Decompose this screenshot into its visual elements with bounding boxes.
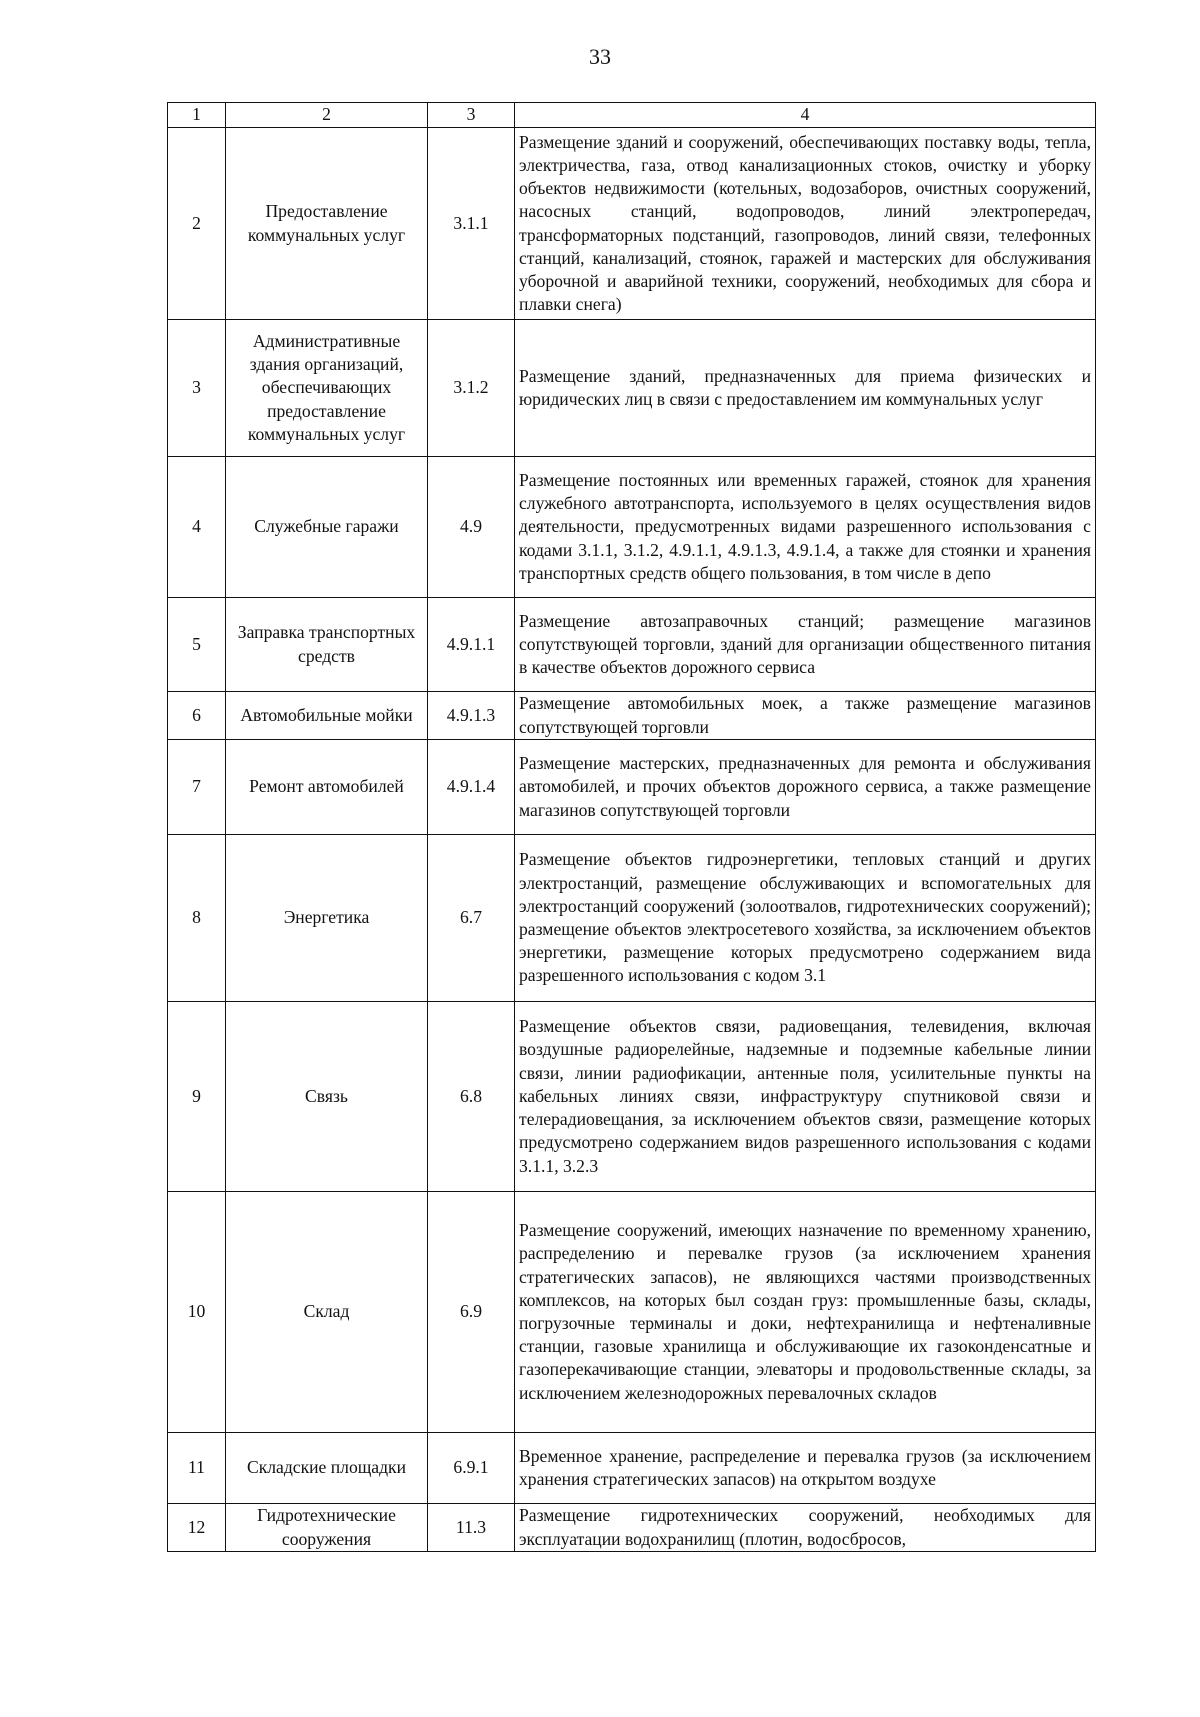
use-name: Склад <box>226 1192 428 1433</box>
row-number: 2 <box>168 128 226 320</box>
use-description: Размещение мастерских, предназначенных для ремонта и обслуживания автомобилей, и прочих объектов дорожного сервиса, а также размещение магазинов сопутствующей торговли <box>515 740 1096 835</box>
use-name: Автомобильные мойки <box>226 692 428 740</box>
table-row <box>168 457 1096 598</box>
row-number: 12 <box>168 1504 226 1552</box>
use-name: Ремонт автомобилей <box>226 740 428 835</box>
table-row <box>168 740 1096 835</box>
table-row <box>168 1504 1096 1552</box>
use-name: Заправка транспортных средств <box>226 598 428 692</box>
row-number: 3 <box>168 320 226 457</box>
use-code: 6.8 <box>428 1002 515 1192</box>
use-code: 4.9.1.4 <box>428 740 515 835</box>
use-description: Размещение автомобильных моек, а также размещение магазинов сопутствующей торговли <box>515 692 1096 740</box>
use-name: Предоставление коммунальных услуг <box>226 128 428 320</box>
use-code: 6.7 <box>428 835 515 1002</box>
use-description: Размещение гидротехнических сооружений, необходимых для эксплуатации водохранилищ (плотин, водосбросов, <box>515 1504 1096 1552</box>
column-header: 4 <box>515 103 1096 128</box>
land-use-table <box>167 102 1096 1552</box>
use-code: 11.3 <box>428 1504 515 1552</box>
column-header: 1 <box>168 103 226 128</box>
table-row <box>168 1192 1096 1433</box>
row-number: 11 <box>168 1433 226 1504</box>
use-code: 6.9.1 <box>428 1433 515 1504</box>
use-name: Служебные гаражи <box>226 457 428 598</box>
table-row <box>168 320 1096 457</box>
use-name: Связь <box>226 1002 428 1192</box>
use-code: 6.9 <box>428 1192 515 1433</box>
table-row <box>168 128 1096 320</box>
use-name: Складские площадки <box>226 1433 428 1504</box>
use-code: 4.9.1.3 <box>428 692 515 740</box>
row-number: 4 <box>168 457 226 598</box>
column-header: 3 <box>428 103 515 128</box>
use-code: 4.9.1.1 <box>428 598 515 692</box>
row-number: 8 <box>168 835 226 1002</box>
use-name: Административные здания организаций, обеспечивающих предоставление коммунальных услуг <box>226 320 428 457</box>
row-number: 7 <box>168 740 226 835</box>
use-description: Размещение постоянных или временных гаражей, стоянок для хранения служебного автотранспорта, используемого в целях осуществления видов деятельности, предусмотренных видами разрешенного использования с кодами 3.1.1, 3.1.2, 4.9.1.1, 4.9.1.3, 4.9.1.4, а также для стоянки и хранения транспортных средств общего пользования, в том числе в депо <box>515 457 1096 598</box>
row-number: 10 <box>168 1192 226 1433</box>
table-row <box>168 692 1096 740</box>
table-row <box>168 598 1096 692</box>
use-name: Энергетика <box>226 835 428 1002</box>
use-code: 4.9 <box>428 457 515 598</box>
use-description: Размещение автозаправочных станций; размещение магазинов сопутствующей торговли, зданий для организации общественного питания в качестве объектов дорожного сервиса <box>515 598 1096 692</box>
use-description: Размещение зданий и сооружений, обеспечивающих поставку воды, тепла, электричества, газа, отвод канализационных стоков, очистку и уборку объектов недвижимости (котельных, водозаборов, очистных сооружений, насосных станций, водопроводов, линий электропередач, трансформаторных подстанций, газопроводов, линий связи, телефонных станций, канализаций, стоянок, гаражей и мастерских для обслуживания уборочной и аварийной техники, сооружений, необходимых для сбора и плавки снега) <box>515 128 1096 320</box>
page-number: 33 <box>589 44 611 69</box>
use-code: 3.1.1 <box>428 128 515 320</box>
table-row <box>168 1433 1096 1504</box>
use-description: Размещение объектов связи, радиовещания, телевидения, включая воздушные радиорелейные, надземные и подземные кабельные линии связи, линии радиофикации, антенные поля, усилительные пункты на кабельных линиях связи, инфраструктуру спутниковой связи и телерадиовещания, за исключением объектов связи, размещение которых предусмотрено содержанием видов разрешенного использования с кодами 3.1.1, 3.2.3 <box>515 1002 1096 1192</box>
table-row <box>168 1002 1096 1192</box>
row-number: 9 <box>168 1002 226 1192</box>
table-header-row <box>168 103 1096 128</box>
row-number: 6 <box>168 692 226 740</box>
use-description: Размещение объектов гидроэнергетики, тепловых станций и других электростанций, размещение обслуживающих и вспомогательных для электростанций сооружений (золоотвалов, гидротехнических сооружений); размещение объектов электросетевого хозяйства, за исключением объектов энергетики, размещение которых предусмотрено содержанием вида разрешенного использования с кодом 3.1 <box>515 835 1096 1002</box>
use-description: Размещение сооружений, имеющих назначение по временному хранению, распределению и перевалке грузов (за исключением хранения стратегических запасов), не являющихся частями производственных комплексов, на которых был создан груз: промышленные базы, склады, погрузочные терминалы и доки, нефтехранилища и нефтеналивные станции, газовые хранилища и обслуживающие их газоконденсатные и газоперекачивающие станции, элеваторы и продовольственные склады, за исключением железнодорожных перевалочных складов <box>515 1192 1096 1433</box>
use-name: Гидротехнические сооружения <box>226 1504 428 1552</box>
column-header: 2 <box>226 103 428 128</box>
use-description: Размещение зданий, предназначенных для приема физических и юридических лиц в связи с предоставлением им коммунальных услуг <box>515 320 1096 457</box>
use-description: Временное хранение, распределение и перевалка грузов (за исключением хранения стратегических запасов) на открытом воздухе <box>515 1433 1096 1504</box>
row-number: 5 <box>168 598 226 692</box>
table-row <box>168 835 1096 1002</box>
use-code: 3.1.2 <box>428 320 515 457</box>
